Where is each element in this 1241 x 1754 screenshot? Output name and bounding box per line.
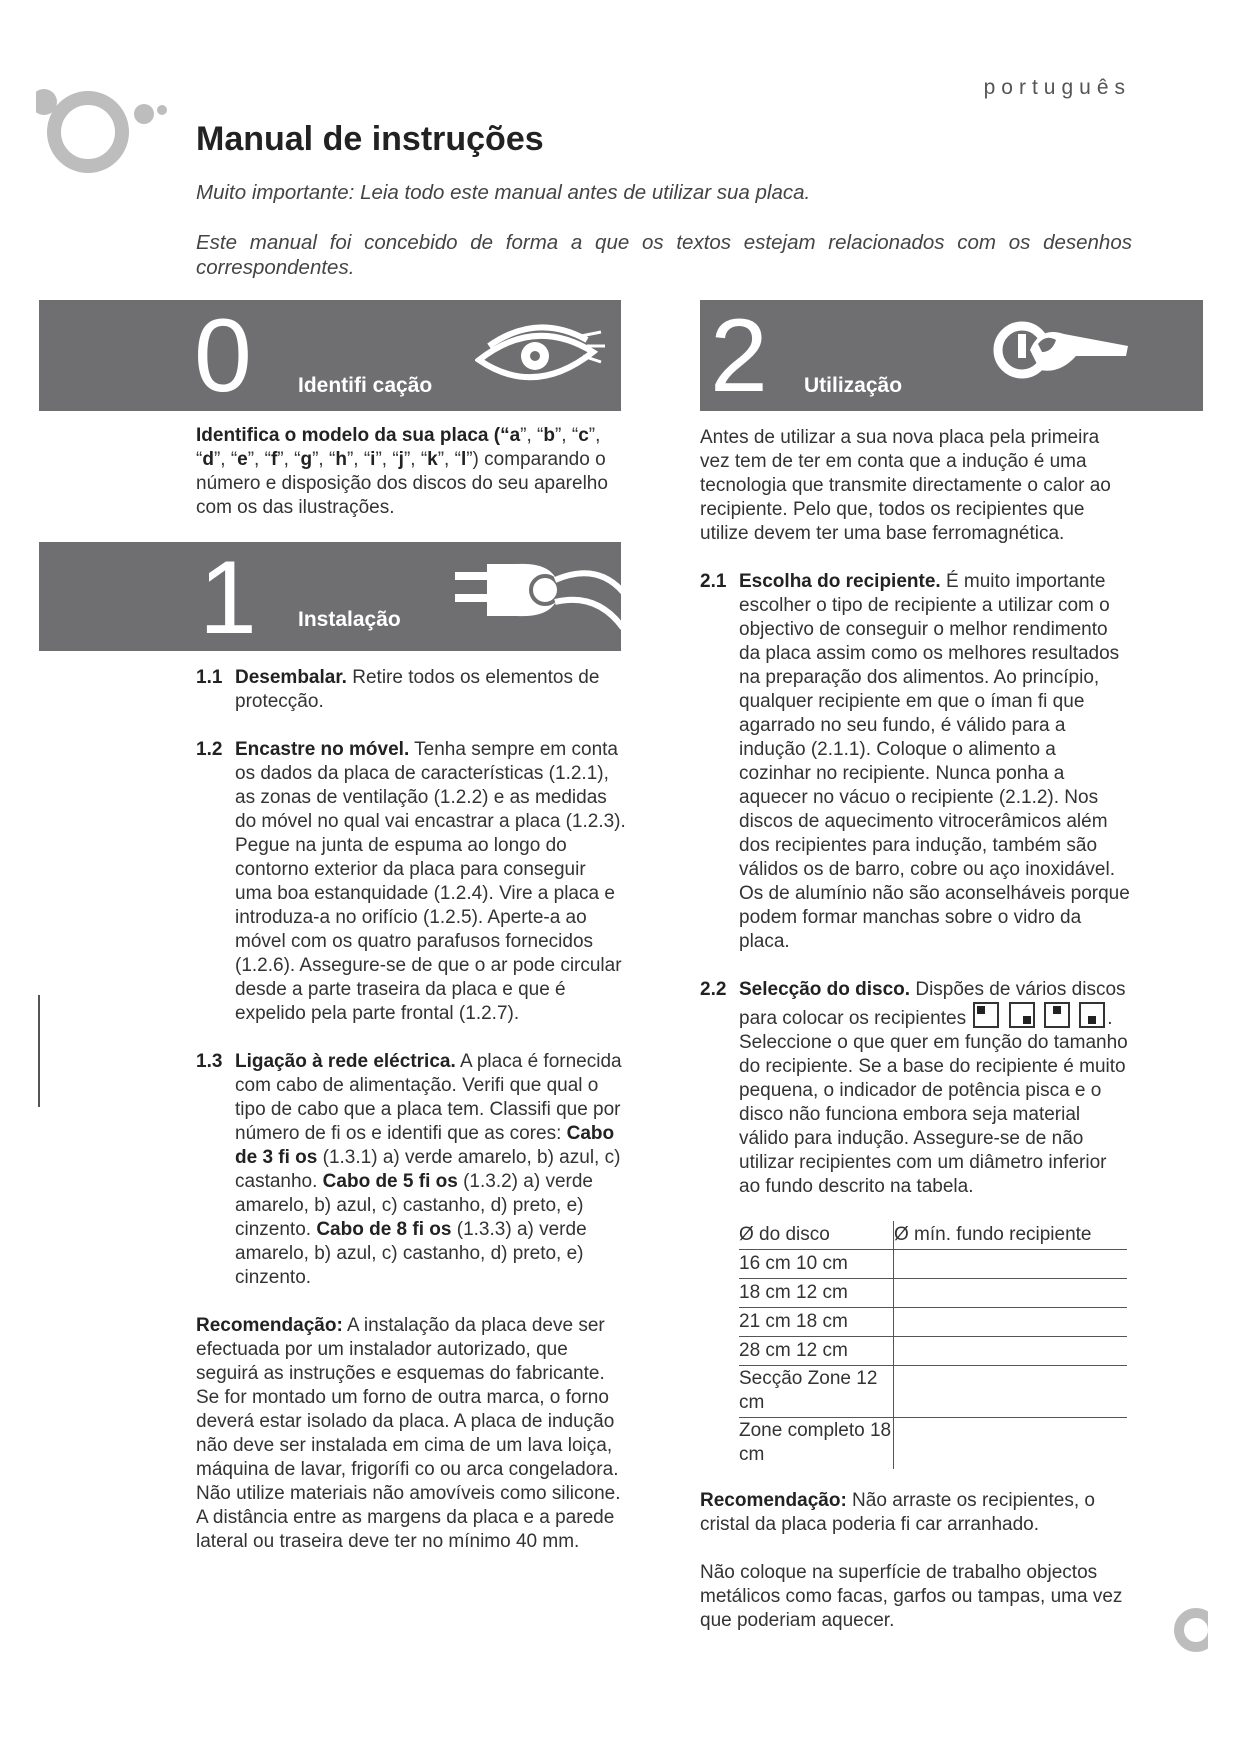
finger-press-icon: [980, 312, 1130, 392]
disc-bottom-right-icon: [1009, 1002, 1035, 1028]
table-header-row: [739, 1221, 1127, 1250]
section-2-number: 2: [710, 298, 768, 414]
section-0-number: 0: [194, 298, 252, 414]
eye-icon: [475, 322, 607, 388]
table-cell: 18 cm: [790, 1311, 848, 1332]
usage-column: [700, 426, 1130, 1633]
section-1-label: Instalação: [298, 608, 401, 631]
section-0-label: Identifi cação: [298, 374, 433, 397]
disc-top-center-icon: [1044, 1002, 1070, 1028]
disc-table-wrap: [700, 1221, 1130, 1469]
usage-intro: Antes de utilizar a sua nova placa pela primeira vez tem de ter em conta que a indução é uma tecnologia que transmite directamente o calor ao recipiente. Pelo que, todos os recipientes que utilize devem ter uma base ferromagnética.: [700, 427, 1111, 544]
usage-recommendation: Recomendação: Não arraste os recipientes, o cristal da placa poderia fi car arranhado.: [700, 1490, 1095, 1535]
section-2-banner: [700, 298, 1203, 414]
table-row: 18 cm 12 cm: [739, 1279, 1127, 1308]
item-1-2: 1.2 Encastre no móvel. Tenha sempre em conta os dados da placa de características (1.2.1), as zonas de ventilação (1.2.2) e as medidas do móvel no qual vai encastrar a placa (1.2.3). Pegue na junta de espuma ao longo do contorno exterior da placa para conseguir uma boa estanquidade (1.2.4). Vire a placa e introduza-a no orifício (1.2.5). Aperte-a ao móvel com os quatro parafusos fornecidos (1.2.6). Assegure-se de que o ar pode circular desde a parte traseira da placa e que é expelido pela parte frontal (1.2.7).: [196, 739, 626, 1024]
margin-rule: [38, 995, 40, 1107]
item-1-3: 1.3 Ligação à rede eléctrica. A placa é fornecida com cabo de alimentação. Verifi que qual o tipo de cabo que a placa tem. Classifi que por número de fi os e identifi que as cores: Cabo de 3 fi os (1.3.1) a) verde amarelo, b) azul, c) castanho. Cabo de 5 fi os (1.3.2) a) verde amarelo, b) azul, c) castanho, d) preto, e) cinzento. Cabo de 8 fi os (1.3.3) a) verde amarelo, b) azul, c) castanho, d) preto, e) cinzento.: [196, 1051, 622, 1288]
section-2-label: Utilização: [804, 374, 903, 397]
install-column: [196, 666, 626, 1554]
disc-size-table: [739, 1221, 1127, 1469]
item-2-1: 2.1 Escolha do recipiente. É muito importante escolher o tipo de recipiente a utilizar com o objectivo de conseguir o melhor rendimento da placa assim como os melhores resultados na preparação dos alimentos. Ao princípio, qualquer recipiente em que o íman fi que agarrado no seu fundo, é válido para a indução (2.1.1). Coloque o alimento a cozinhar no recipiente. Nunca ponha a aquecer no vácuo o recipiente (2.1.2). Nos discos de aquecimento vitrocerâmicos além dos recipientes para indução, também são válidos os de barro, cobre ou aço inoxidável. Os de alumínio não são aconselháveis porque podem formar manchas sobre o vidro da placa.: [700, 571, 1130, 952]
section-1-number: 1: [199, 540, 257, 656]
disc-top-left-icon: [973, 1002, 999, 1028]
intro-description: Este manual foi concebido de forma a que os textos estejam relacionados com os desenhos correspondentes.: [196, 231, 1132, 279]
table-row: 21 cm 18 cm: [739, 1308, 1127, 1337]
table-cell: 10 cm: [790, 1253, 848, 1274]
table-row: 16 cm 10 cm: [739, 1250, 1127, 1279]
table-cell: 12 cm: [790, 1282, 848, 1303]
identification-text: Identifica o modelo da sua placa (“a”, “b”, “c”, “d”, “e”, “f”, “g”, “h”, “i”, “j”, “k”, “l”) comparando o número e disposição dos discos do seu aparelho com os das ilustrações.: [196, 425, 608, 518]
table-header: Ø do disco: [739, 1221, 894, 1250]
item-1-1: 1.1 Desembalar. Retire todos os elementos de protecção.: [196, 667, 600, 712]
table-row: 28 cm 12 cm: [739, 1337, 1127, 1366]
section-1-banner: [39, 540, 621, 656]
table-cell: 12 cm: [739, 1368, 878, 1413]
item-2-2: 2.2 Selecção do disco. Dispões de vários discos para colocar os recipientes . Seleccione o que quer em função do tamanho do recipiente. Se a base do recipiente é muito pequena, o indicador de potência pisca e o disco não funciona embora seja material válido para indução. Assegure-se de não utilizar recipientes com um diâmetro inferior ao fundo descrito na tabela.: [700, 979, 1128, 1197]
brand-logo-icon: [36, 80, 170, 176]
usage-final-note: Não coloque na superfície de trabalho objectos metálicos como facas, garfos ou tampas, uma vez que poderiam aquecer.: [700, 1562, 1123, 1631]
table-header: Ø mín. fundo recipiente: [894, 1221, 1128, 1250]
page-title: Manual de instruções: [196, 120, 544, 158]
disc-bottom-center-icon: [1079, 1002, 1105, 1028]
table-row: Secção Zone 12 cm: [739, 1366, 1127, 1418]
install-recommendation: Recomendação: A instalação da placa deve ser efectuada por um instalador autorizado, que seguirá as instruções e esquemas do fabricante. Se for montado um forno de outra marca, o forno deverá estar isolado da placa. A placa de indução não deve ser instalada em cima de um lava loiça, máquina de lavar, frigorífi co ou arca congeladora. Não utilize materiais não amovíveis como silicone. A distância entre as margens da placa e a parede lateral ou traseira deve ter no mínimo 40 mm.: [196, 1315, 621, 1552]
corner-circle-icon: [1168, 1600, 1208, 1660]
table-cell: 12 cm: [790, 1340, 848, 1361]
language-label: português: [983, 76, 1131, 99]
section-0-banner: [39, 298, 621, 414]
table-cell: 18 cm: [739, 1420, 892, 1465]
table-row: Zone completo 18 cm: [739, 1418, 1127, 1470]
plug-icon: [447, 552, 623, 640]
intro-important: Muito importante: Leia todo este manual antes de utilizar sua placa.: [196, 181, 811, 204]
